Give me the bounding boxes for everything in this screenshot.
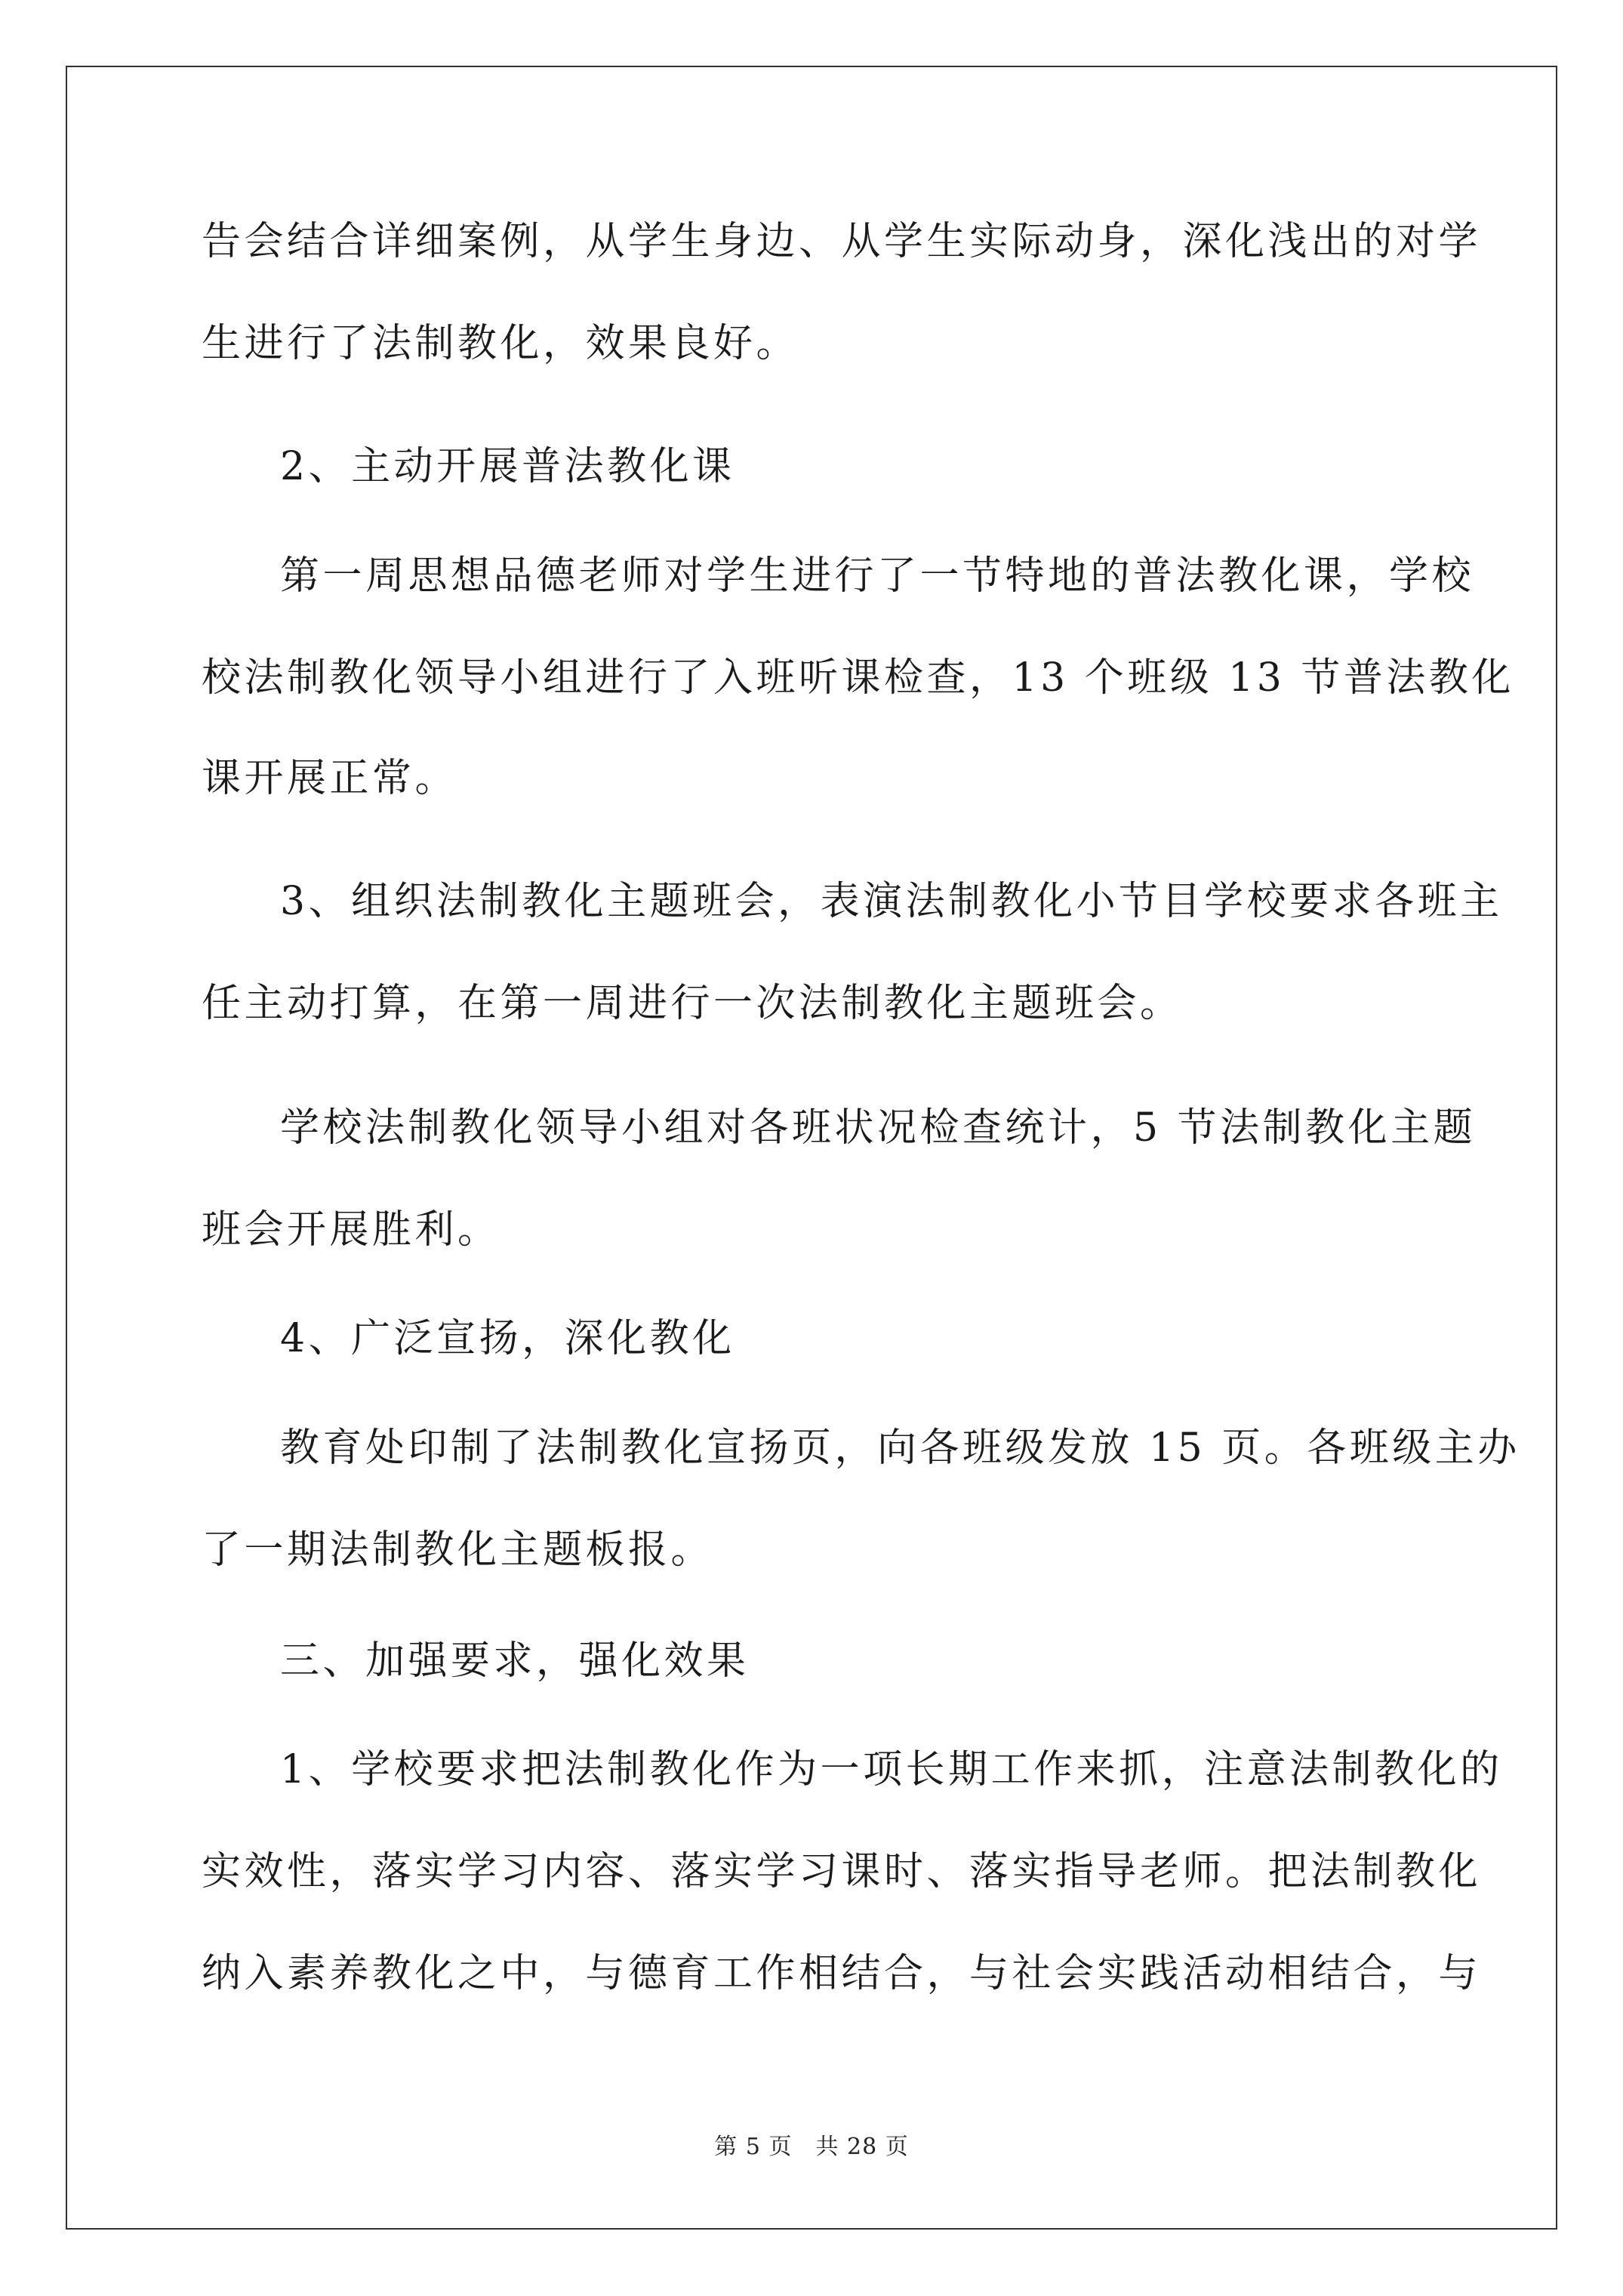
- text-line: 3、组织法制教化主题班会，表演法制教化小节目学校要求各班主: [280, 879, 1503, 924]
- text-line: 1、学校要求把法制教化作为一项长期工作来抓，注意法制教化的: [280, 1747, 1503, 1792]
- text-line: 任主动打算，在第一周进行一次法制教化主题班会。: [202, 981, 1183, 1026]
- section-heading: 4、广泛宣扬，深化教化: [280, 1316, 735, 1361]
- text-line: 实效性，落实学习内容、落实学习课时、落实指导老师。把法制教化: [202, 1849, 1482, 1894]
- text-line: 教育处印制了法制教化宣扬页，向各班级发放 15 页。各班级主办: [280, 1425, 1520, 1471]
- text-line: 班会开展胜利。: [202, 1207, 500, 1253]
- text-line: 告会结合详细案例，从学生身边、从学生实际动身，深化浅出的对学: [202, 219, 1482, 264]
- text-line: 了一期法制教化主题板报。: [202, 1527, 714, 1573]
- section-heading: 2、主动开展普法教化课: [280, 444, 735, 489]
- text-line: 学校法制教化领导小组对各班状况检查统计，5 节法制教化主题: [280, 1105, 1477, 1151]
- text-line: 第一周思想品德老师对学生进行了一节特地的普法教化课，学校: [280, 553, 1475, 599]
- page-footer: 第 5 页 共 28 页: [714, 2134, 909, 2160]
- text-line: 课开展正常。: [202, 756, 458, 801]
- text-line: 生进行了法制教化，效果良好。: [202, 321, 799, 366]
- text-line: 校法制教化领导小组进行了入班听课检查，13 个班级 13 节普法教化: [202, 655, 1514, 701]
- text-line: 纳入素养教化之中，与德育工作相结合，与社会实践活动相结合，与: [202, 1951, 1482, 1996]
- section-heading: 三、加强要求，强化效果: [280, 1638, 750, 1684]
